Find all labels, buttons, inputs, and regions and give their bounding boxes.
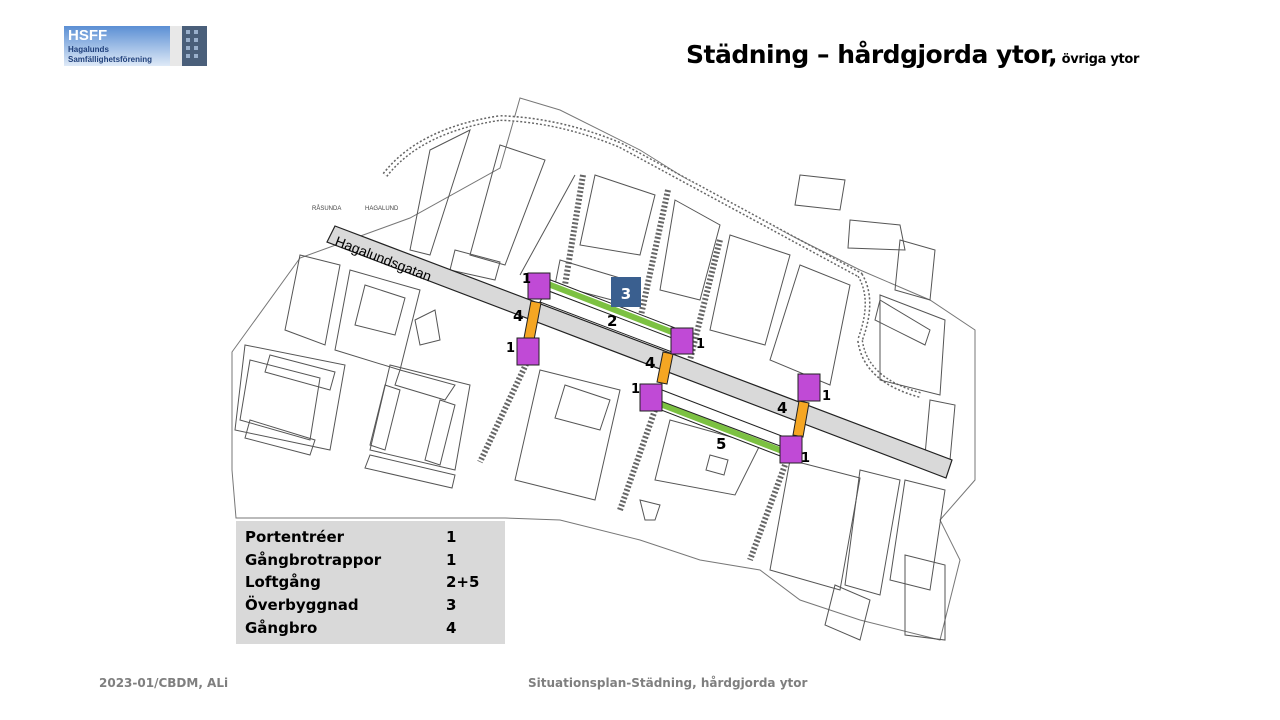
legend-value: 4 bbox=[446, 619, 457, 637]
callout-entrance-6: 1 bbox=[801, 451, 811, 466]
svg-text:HSFF: HSFF bbox=[68, 27, 108, 44]
callout-entrance-1: 1 bbox=[522, 272, 532, 287]
footer-left: 2023-01/CBDM, ALi bbox=[99, 676, 229, 690]
entrance-1 bbox=[528, 273, 550, 299]
legend-value: 1 bbox=[446, 551, 457, 569]
callout-loftgang-2: 2 bbox=[607, 312, 618, 330]
legend-row-portentreer bbox=[245, 526, 457, 548]
area-label-hagalund: HAGALUND bbox=[365, 206, 399, 212]
callout-gangbro-left: 4 bbox=[513, 307, 524, 325]
title-main: Städning – hårdgjorda ytor, bbox=[686, 40, 1058, 69]
callout-entrance-2: 1 bbox=[506, 341, 516, 356]
legend-label: Loftgång bbox=[245, 573, 321, 591]
legend-label: Överbyggnad bbox=[245, 596, 359, 614]
legend-value: 3 bbox=[446, 596, 457, 614]
overbyggnad-number: 3 bbox=[620, 285, 632, 303]
footer-center: Situationsplan-Städning, hårdgjorda ytor bbox=[528, 676, 808, 690]
entrance-4 bbox=[640, 384, 662, 411]
legend bbox=[236, 521, 505, 644]
legend-row-overbyggnad bbox=[245, 594, 457, 616]
entrance-3 bbox=[671, 328, 693, 354]
callout-entrance-3: 1 bbox=[696, 337, 706, 352]
legend-label: Portentréer bbox=[245, 528, 345, 546]
entrance-2 bbox=[517, 338, 539, 365]
street-label: Hagalundsgatan bbox=[332, 232, 434, 285]
legend-row-loftgang bbox=[245, 571, 480, 593]
svg-text:Hagalunds: Hagalunds bbox=[68, 45, 109, 54]
callout-loftgang-5: 5 bbox=[716, 435, 727, 453]
title-sub: övriga ytor bbox=[1061, 52, 1140, 67]
legend-row-gangbrotrappor bbox=[245, 549, 457, 571]
legend-label: Gångbro bbox=[245, 619, 318, 637]
callout-gangbro-right: 4 bbox=[777, 399, 788, 417]
area-label-rasunda: RÅSUNDA bbox=[312, 206, 342, 212]
entrance-5 bbox=[798, 374, 820, 401]
callout-entrance-4: 1 bbox=[631, 382, 641, 397]
callout-gangbro-middle: 4 bbox=[645, 354, 656, 372]
callout-entrance-5: 1 bbox=[822, 389, 832, 404]
legend-value: 1 bbox=[446, 528, 457, 546]
svg-text:Samfällighetsförening: Samfällighetsförening bbox=[68, 55, 153, 64]
legend-value: 2+5 bbox=[446, 573, 480, 591]
entrance-6 bbox=[780, 436, 802, 463]
legend-row-gangbro bbox=[245, 617, 457, 639]
legend-label: Gångbrotrappor bbox=[245, 551, 382, 569]
